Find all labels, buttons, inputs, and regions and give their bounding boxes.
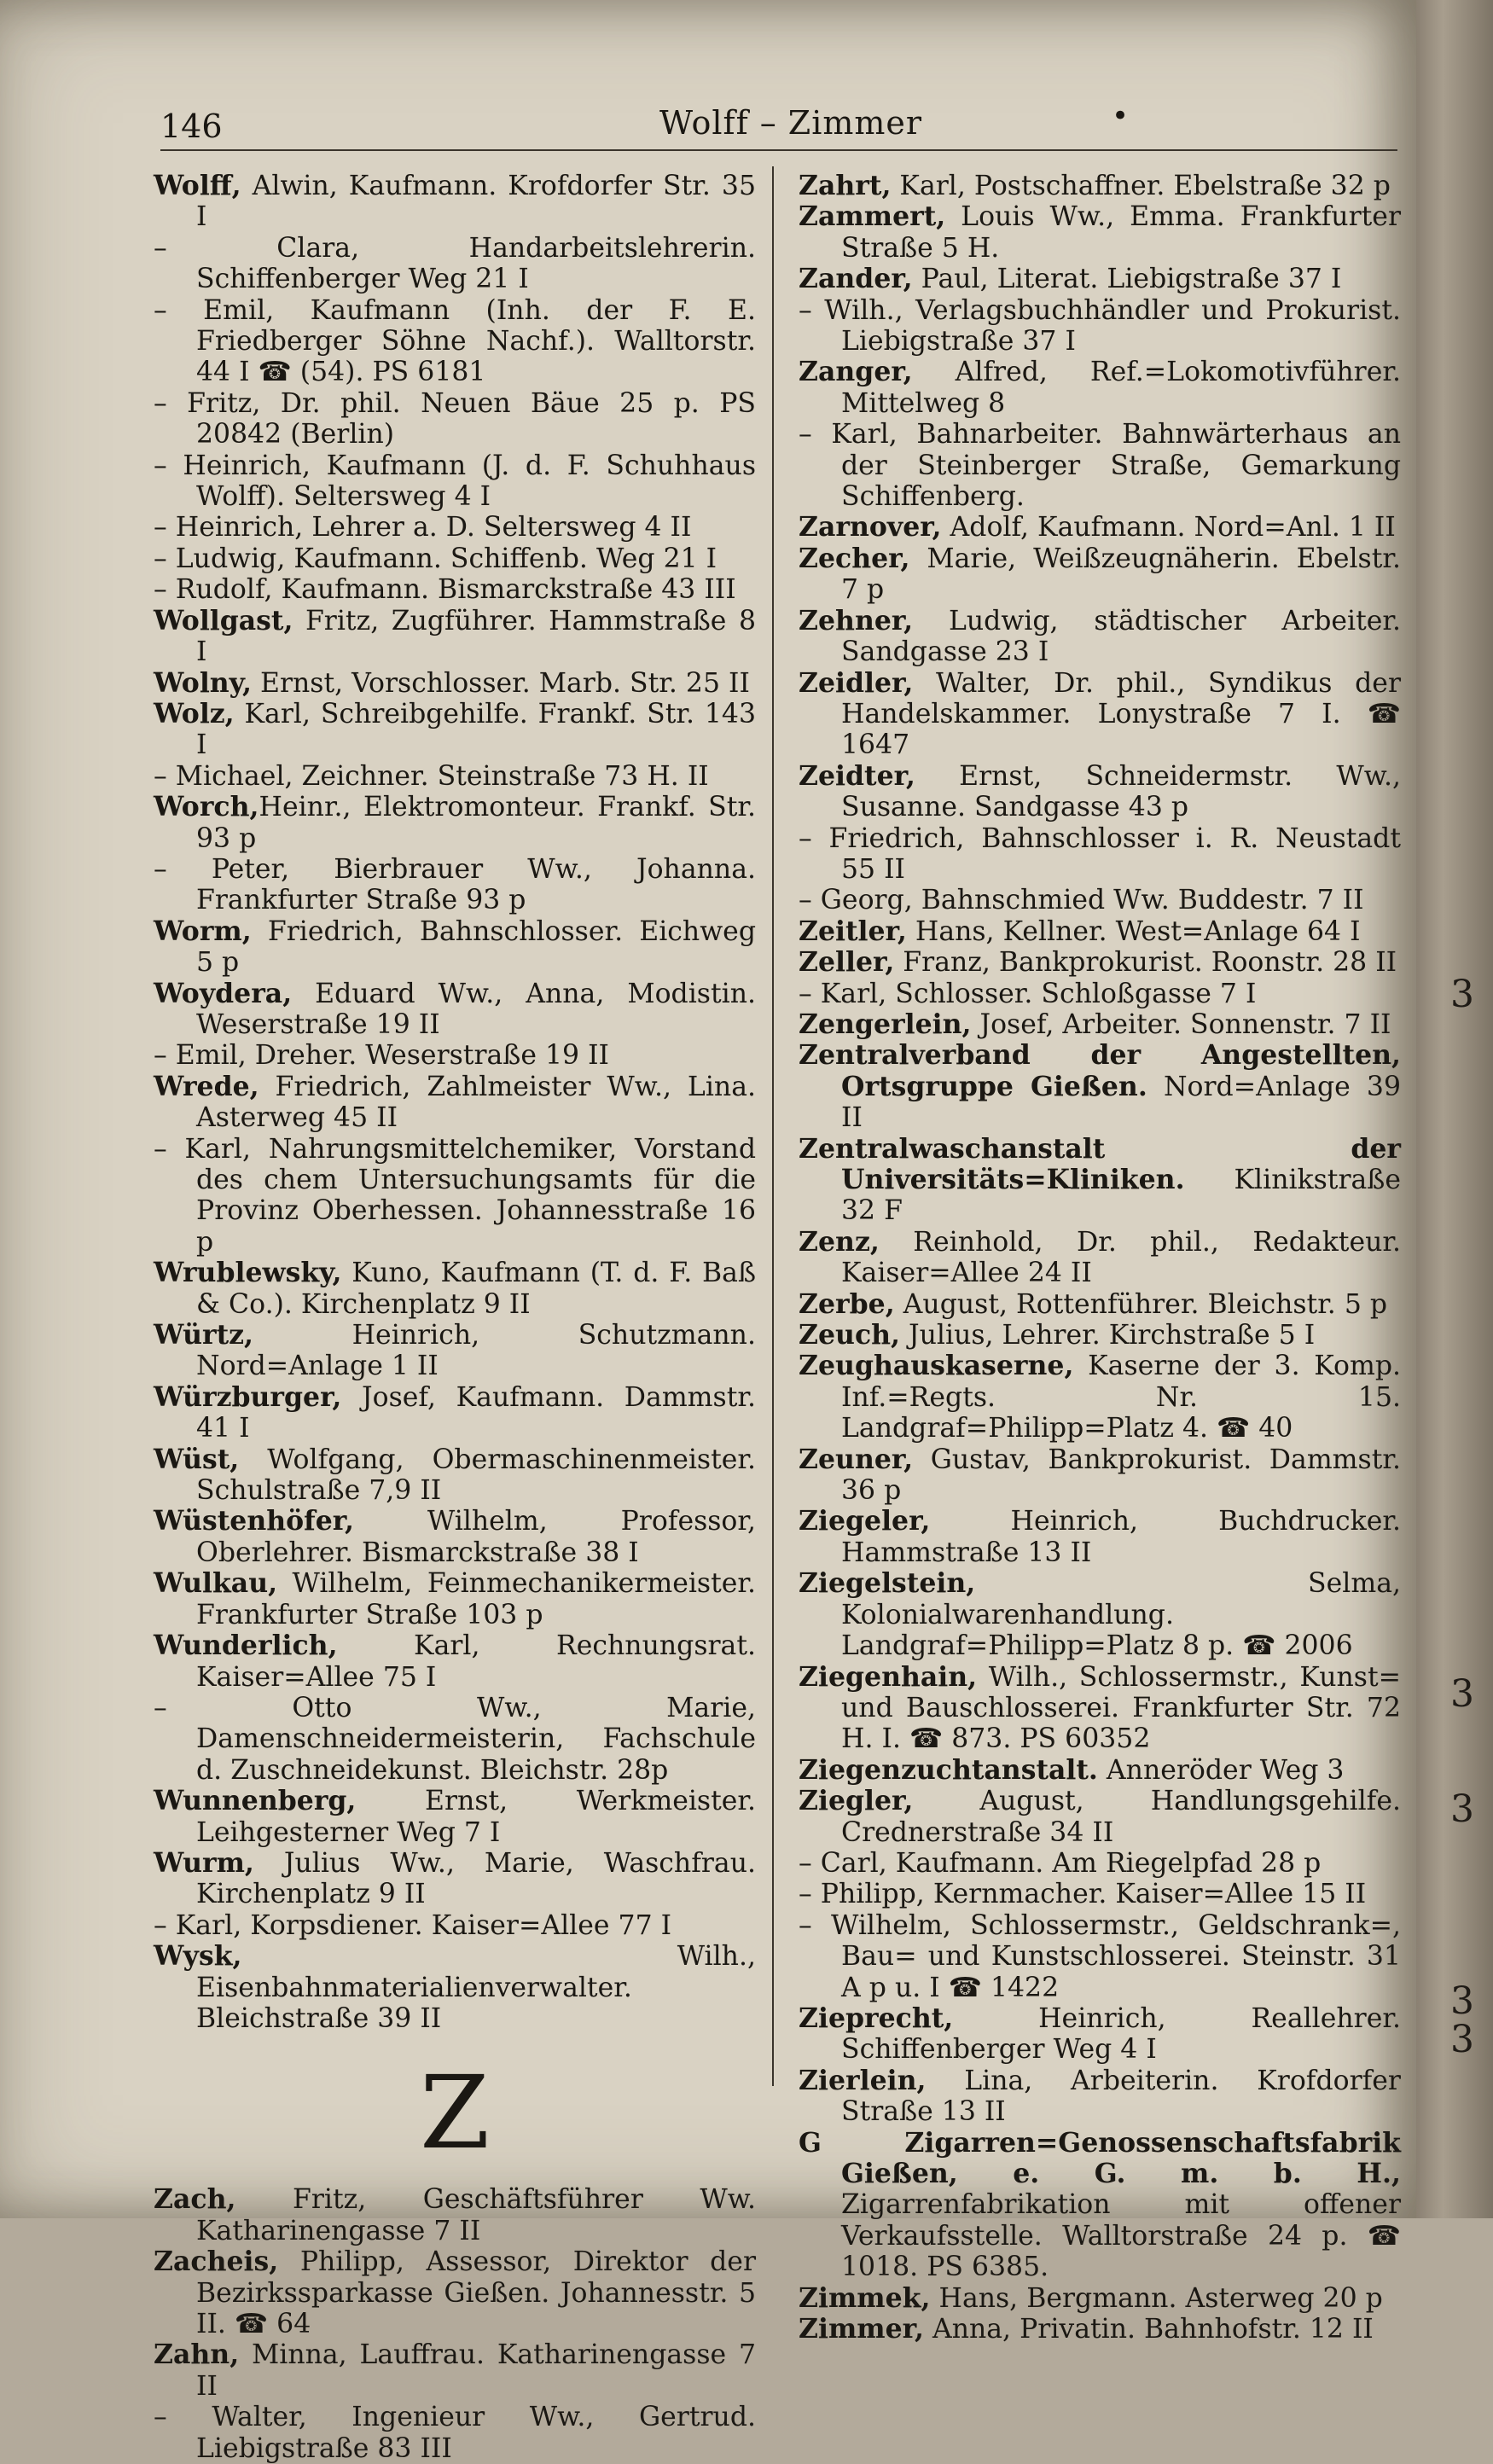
directory-entry [154,1693,756,1786]
entry-name: Zengerlein, [799,1008,972,1040]
entry-details: – Ludwig, Kaufmann. Schiffenb. Weg 21 I [154,543,717,574]
page-header [160,101,1397,152]
entry-name: Zehner, [799,604,914,636]
edge-letter: 3 [1450,1672,1474,1716]
directory-entry [154,1040,756,1071]
entry-details: Franz, Bankprokurist. Roonstr. 28 II [894,947,1397,979]
entry-details: – Clara, Handarbeitslehrerin. Schiffenberger Weg 21 I [154,232,756,295]
entry-name: Würzburger, [154,1380,342,1413]
entry-details: – Emil, Kaufmann (Inh. der F. E. Friedberger Söhne Nachf.). Walltorstr. 44 I ☎ (54). PS 6181 [154,294,756,388]
directory-entry [799,668,1401,761]
entry-details: Hans, Kellner. West=Anlage 64 I [906,915,1361,947]
entry-name: Wolny, [154,666,252,699]
entry-details: Selma, Kolonialwarenhandlung. Landgraf=Philipp=Platz 8 p. ☎ 2006 [841,1568,1401,1662]
directory-entry [154,1506,756,1568]
entry-name: Wysk, [154,1940,242,1973]
entry-name: Wulkau, [154,1567,278,1600]
directory-entry [799,1289,1401,1320]
entry-details: Friedrich, Bahnschlosser. Eichweg 5 p [196,915,756,979]
entry-name: Zeidler, [799,666,914,699]
entry-name: Zentralverband der Angestellten, Ortsgruppe Gießen. [799,1039,1401,1102]
entry-details: Fritz, Zugführer. Hammstraße 8 I [196,605,756,668]
entry-details: – Carl, Kaufmann. Am Riegelpfad 28 p [799,1847,1322,1879]
entry-details: Eduard Ww., Anna, Modistin. Weserstraße 19 II [196,978,756,1040]
entry-details: – Fritz, Dr. phil. Neuen Bäue 25 p. PS 20842 (Berlin) [154,387,756,450]
entry-details: Marie, Weißzeugnäherin. Ebelstr. 7 p [841,543,1401,606]
entry-details: Nord=Anlage 39 II [841,1071,1402,1134]
entry-name: Zarnover, [799,511,942,543]
entry-details: Alfred, Ref.=Lokomotivführer. Mittelweg 8 [841,357,1401,419]
entry-details: Philipp, Assessor, Direktor der Bezirkssparkasse Gießen. Johannesstr. 5 II. ☎ 64 [196,2246,756,2339]
entry-name: Wüstenhöfer, [154,1505,355,1537]
entry-details: August, Handlungsgehilfe. Crednerstraße 34 II [841,1786,1401,1848]
directory-entry [799,1040,1401,1133]
directory-entry [154,543,756,574]
entry-details: Heinrich, Schutzmann. Nord=Anlage 1 II [196,1320,756,1382]
entry-details: Wilh., Schlossermstr., Kunst= und Bauschlosserei. Frankfurter Str. 72 H. I. ☎ 873. PS 60352 [841,1661,1401,1755]
entry-details: Louis Ww., Emma. Frankfurter Straße 5 H. [841,201,1401,264]
directory-entry [154,233,756,295]
directory-entry [154,1382,756,1444]
directory-entry [154,668,756,699]
entry-details: Walter, Dr. phil., Syndikus der Handelskammer. Lonystraße 7 I. ☎ 1647 [841,667,1401,761]
entry-details: – Walter, Ingenieur Ww., Gertrud. Liebigstraße 83 III [154,2402,756,2464]
directory-entry [799,761,1401,823]
entry-name: Zerbe, [799,1287,895,1320]
right-column [799,171,1401,2345]
section-letter: Z [420,2054,490,2172]
entry-details: – Heinrich, Lehrer a. D. Seltersweg 4 II [154,512,692,543]
directory-entry [799,295,1401,357]
directory-entry [799,1320,1401,1351]
directory-entry [799,1506,1401,1568]
entry-name: Wolz, [154,697,235,729]
entry-name: Ziegelstein, [799,1567,976,1600]
entry-details: Ernst, Schneidermstr. Ww., Susanne. Sandgasse 43 p [841,760,1401,823]
entry-details: Adolf, Kaufmann. Nord=Anl. 1 II [941,512,1396,543]
entry-details: Kaserne der 3. Komp. Inf.=Regts. Nr. 15. Landgraf=Philipp=Platz 4. ☎ 40 [841,1351,1401,1444]
directory-entry [799,543,1401,606]
directory-entry [154,512,756,543]
entry-name: Zimmek, [799,2281,931,2314]
entry-details: – Philipp, Kernmacher. Kaiser=Allee 15 II [799,1879,1367,1910]
directory-entry [154,699,756,761]
left-column [154,171,756,2464]
entry-name: Zeughauskaserne, [799,1350,1074,1382]
entry-name: Wüst, [154,1443,240,1475]
directory-entry [154,1786,756,1848]
entry-details: Ernst, Werkmeister. Leihgesterner Weg 7 I [196,1786,756,1848]
directory-entry [154,1444,756,1507]
entry-details: – Heinrich, Kaufmann (J. d. F. Schuhhaus Wolff). Seltersweg 4 I [154,450,756,513]
entry-details: – Karl, Schlosser. Schloßgasse 7 I [799,978,1257,1009]
entry-name: Wrublewsky, [154,1257,342,1289]
header-rule [160,149,1397,151]
directory-entry [154,295,756,388]
entry-details: Anna, Privatin. Bahnhofstr. 12 II [923,2314,1374,2345]
entry-details: Heinr., Elektromonteur. Frankf. Str. 93 p [196,792,756,854]
directory-entry [154,606,756,668]
directory-entry [799,979,1401,1009]
directory-entry [799,2128,1401,2283]
entry-name: Zahrt, [799,170,892,201]
directory-entry [154,1568,756,1630]
entry-name: Worch, [154,791,259,823]
entry-name: Zammert, [799,200,946,233]
directory-entry [799,1351,1401,1444]
entry-name: Wolff, [154,170,241,201]
directory-entry [154,1320,756,1382]
entry-name: Zeller, [799,946,895,979]
entry-name: Wunderlich, [154,1630,338,1662]
edge-letter: 3 [1450,1979,1474,2023]
entry-details: Julius, Lehrer. Kirchstraße 5 I [900,1320,1316,1351]
entry-name: G Zigarren=Genossenschaftsfabrik Gießen, e. G. m. b. H., [799,2126,1401,2189]
entry-details: Paul, Literat. Liebigstraße 37 I [912,264,1342,295]
directory-entry [799,1879,1401,1909]
entry-name: Wrede, [154,1070,259,1102]
entry-details: Hans, Bergmann. Asterweg 20 p [930,2282,1383,2314]
edge-letter: 3 [1450,2018,1474,2061]
entry-name: Zierlein, [799,2064,927,2096]
entry-details: – Michael, Zeichner. Steinstraße 73 H. II [154,760,709,792]
directory-entry [154,450,756,513]
entry-details: Josef, Kaufmann. Dammstr. 41 I [196,1381,756,1444]
directory-entry [799,1755,1401,1786]
entry-details: Heinrich, Reallehrer. Schiffenberger Weg 4 I [841,2002,1401,2066]
entry-details: Karl, Schreibgehilfe. Frankf. Str. 143 I [196,698,756,761]
entry-name: Zacheis, [154,2246,279,2278]
directory-entry [799,201,1401,264]
directory-entry [799,1910,1401,2003]
entry-details: Wolfgang, Obermaschinenmeister. Schulstraße 7,9 II [196,1444,756,1507]
entry-details: – Peter, Bierbrauer Ww., Johanna. Frankfurter Straße 93 p [154,853,756,916]
directory-entry [154,1258,756,1320]
next-page-edge [1416,0,1493,2218]
entry-name: Würtz, [154,1319,254,1351]
directory-entry [799,947,1401,978]
directory-entry [154,574,756,605]
entry-details: Ernst, Vorschlosser. Marb. Str. 25 II [251,667,750,699]
directory-entry [799,2066,1401,2128]
entry-details: Wilhelm, Feinmechanikermeister. Frankfurter Straße 103 p [196,1568,756,1630]
entry-details: – Rudolf, Kaufmann. Bismarckstraße 43 III [154,574,736,606]
entry-details: – Emil, Dreher. Weserstraße 19 II [154,1040,609,1072]
directory-entry [154,1630,756,1693]
directory-entry [799,2314,1401,2345]
entry-details: Heinrich, Buchdrucker. Hammstraße 13 II [841,1506,1401,1568]
entry-details: – Karl, Nahrungsmittelchemiker, Vorstand des chem Untersuchungsamts für die Provinz Oberhessen. Johannesstraße 16 p [154,1133,756,1258]
entry-details: Anneröder Weg 3 [1097,1754,1345,1786]
entry-name: Zanger, [799,356,913,388]
entry-details: August, Rottenführer. Bleichstr. 5 p [894,1288,1388,1320]
entry-name: Zieprecht, [799,2002,954,2034]
entry-name: Zentralwaschanstalt der Universitäts=Kliniken. [799,1132,1401,1195]
directory-entry [154,1134,756,1258]
directory-entry [799,264,1401,294]
entry-details: Fritz, Geschäftsführer Ww. Katharinengasse 7 II [196,2184,756,2246]
entry-details: Kuno, Kaufmann (T. d. F. Baß & Co.). Kirchenplatz 9 II [196,1258,756,1320]
directory-entry [799,2283,1401,2314]
directory-entry [154,1072,756,1134]
column-divider [772,166,774,2086]
entry-details: Klinikstraße 32 F [841,1165,1401,1227]
entry-name: Worm, [154,915,252,947]
entry-details: Ludwig, städtischer Arbeiter. Sandgasse 23 I [841,605,1401,668]
entry-details: Wilhelm, Professor, Oberlehrer. Bismarckstraße 38 I [196,1506,756,1568]
entry-details: Alwin, Kaufmann. Krofdorfer Str. 35 I [196,171,756,233]
entry-name: Zeitler, [799,915,907,947]
entry-name: Wollgast, [154,604,293,636]
entry-details: Reinhold, Dr. phil., Redakteur. Kaiser=Allee 24 II [841,1226,1401,1289]
directory-entry [799,419,1401,512]
edge-letter: 3 [1450,973,1474,1016]
directory-entry [154,916,756,979]
directory-entry [154,1848,756,1910]
entry-details: Gustav, Bankprokurist. Dammstr. 36 p [841,1444,1401,1507]
directory-entry [799,823,1401,886]
directory-entry [154,979,756,1041]
directory-entry [799,1786,1401,1848]
directory-entry [799,357,1401,419]
directory-entry [799,1134,1401,1227]
directory-entry [154,2184,756,2246]
edge-letter: 3 [1450,1787,1474,1831]
entry-details: Wilh., Eisenbahnmaterialienverwalter. Bleichstraße 39 II [196,1941,756,2034]
directory-entry [799,1568,1401,1661]
entry-name: Zach, [154,2183,236,2216]
directory-entry [799,885,1401,915]
directory-entry [799,1662,1401,1755]
entry-name: Ziegler, [799,1785,914,1817]
entry-name: Zahn, [154,2339,240,2371]
directory-entry [799,606,1401,668]
entry-details: Karl, Postschaffner. Ebelstraße 32 p [891,171,1391,201]
directory-entry [799,2003,1401,2066]
entry-name: Zeuch, [799,1319,900,1351]
entry-name: Ziegenzuchtanstalt. [799,1753,1098,1786]
directory-entry [799,916,1401,947]
page-number: 146 [160,108,223,145]
directory-entry [799,1009,1401,1040]
entry-details: Julius Ww., Marie, Waschfrau. Kirchenplatz 9 II [196,1847,756,1910]
entry-name: Wunnenberg, [154,1785,357,1817]
directory-entry [154,1941,756,2034]
entry-name: Ziegeler, [799,1505,931,1537]
entry-name: Wurm, [154,1846,254,1879]
entry-details: – Karl, Bahnarbeiter. Bahnwärterhaus an der Steinberger Straße, Gemarkung Schiffenberg. [799,419,1401,513]
entry-details: Zigarrenfabrikation mit offener Verkaufsstelle. Walltorstraße 24 p. ☎ 1018. PS 6385. [841,2189,1401,2283]
entry-name: Zimmer, [799,2313,924,2345]
entry-name: Zeuner, [799,1443,914,1475]
directory-entry [799,512,1401,543]
directory-entry [154,2339,756,2402]
entry-name: Zecher, [799,542,910,574]
entry-details: – Otto Ww., Marie, Damenschneidermeisterin, Fachschule d. Zuschneidekunst. Bleichstr. 28p [154,1692,756,1786]
directory-entry [154,2402,756,2464]
header-mark: • [1112,99,1130,133]
entry-details: Lina, Arbeiterin. Krofdorfer Straße 13 II [841,2065,1401,2128]
page-title: Wolff – Zimmer [659,104,923,142]
entry-name: Ziegenhain, [799,1660,978,1693]
entry-name: Woydera, [154,977,293,1009]
entry-details: Josef, Arbeiter. Sonnenstr. 7 II [971,1008,1391,1040]
entry-details: Minna, Lauffrau. Katharinengasse 7 II [196,2339,756,2402]
entry-name: Zeidter, [799,759,915,792]
entry-details: – Friedrich, Bahnschlosser i. R. Neustadt 55 II [799,822,1401,885]
entry-details: – Wilh., Verlagsbuchhändler und Prokurist. Liebigstraße 37 I [799,294,1401,357]
directory-entry [154,171,756,233]
directory-entry [799,171,1401,201]
entry-details: Karl, Rechnungsrat. Kaiser=Allee 75 I [196,1630,756,1693]
directory-entry [154,761,756,792]
directory-entry [799,1848,1401,1879]
directory-entry [154,792,756,854]
entry-details: – Georg, Bahnschmied Ww. Buddestr. 7 II [799,885,1364,916]
directory-entry [799,1444,1401,1507]
entry-details: – Wilhelm, Schlossermstr., Geldschrank=, Bau= und Kunstschlosserei. Steinstr. 31 A p u. I ☎ 1422 [799,1909,1401,2003]
directory-entry [799,1227,1401,1289]
directory-entry [154,1910,756,1941]
entry-name: Zander, [799,263,913,295]
directory-entry [154,2246,756,2339]
directory-entry [154,388,756,450]
entry-details: – Karl, Korpsdiener. Kaiser=Allee 77 I [154,1909,672,1941]
entry-details: Friedrich, Zahlmeister Ww., Lina. Asterweg 45 II [196,1071,756,1134]
entry-name: Zenz, [799,1225,880,1258]
directory-entry [154,854,756,916]
